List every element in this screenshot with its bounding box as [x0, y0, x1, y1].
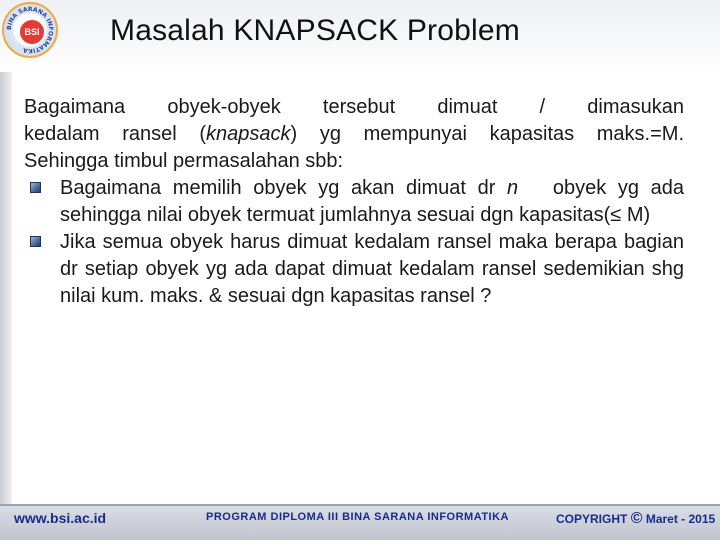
- bullet-1-text-b: obyek yg ada sehingga nilai obyek termuat jumlahnya sesuai dgn kapasitas(≤ M): [60, 177, 690, 226]
- copyright-word: COPYRIGHT: [556, 512, 628, 526]
- page-title: Masalah KNAPSACK Problem: [110, 14, 520, 47]
- logo-ring-text: BINA SARANA INFORMATIKA: [5, 5, 55, 55]
- copyright-date: Maret - 2015: [645, 512, 716, 526]
- bullet-item-2: [24, 229, 684, 310]
- slide-body: [24, 94, 690, 310]
- square-bullet-icon: [30, 182, 41, 193]
- square-bullet-icon: [30, 236, 41, 247]
- bullet-item-1: [24, 175, 690, 229]
- bullet-2-text: Jika semua obyek harus dimuat kedalam ransel maka berapa bagian dr setiap obyek yg ada dapat dimuat kedalam ransel sedemikian shg nilai kum. maks. & sesuai dgn kapasitas ransel ?: [60, 231, 684, 307]
- intro-line-2-text-a: kedalam ransel (: [24, 123, 207, 145]
- bullet-list: [24, 175, 690, 310]
- intro-line-2: [24, 121, 684, 148]
- intro-line-2-emphasis: knapsack: [206, 123, 291, 145]
- bsi-logo-icon: [2, 2, 58, 58]
- intro-line-1: [24, 94, 684, 121]
- bullet-1-text-a: Bagaimana memilih obyek yg akan dimuat dr: [60, 177, 507, 199]
- bullet-1-emphasis: n: [506, 177, 519, 199]
- footer-url-link[interactable]: www.bsi.ac.id: [14, 510, 107, 526]
- left-decorative-strip: [0, 0, 12, 540]
- footer-program-name: PROGRAM DIPLOMA III BINA SARANA INFORMATIKA: [206, 511, 510, 523]
- copyright-symbol-icon: ©: [630, 510, 643, 527]
- intro-line-3: [24, 148, 684, 175]
- logo-core: BSI: [18, 18, 46, 46]
- intro-line-3-text: Sehingga timbul permasalahan sbb:: [24, 150, 344, 172]
- intro-line-1-text: Bagaimana obyek-obyek tersebut dimuat / dimasukan: [24, 96, 684, 118]
- intro-line-2-text-b: ) yg mempunyai kapasitas maks.=M.: [290, 123, 685, 145]
- footer-copyright: [556, 510, 715, 528]
